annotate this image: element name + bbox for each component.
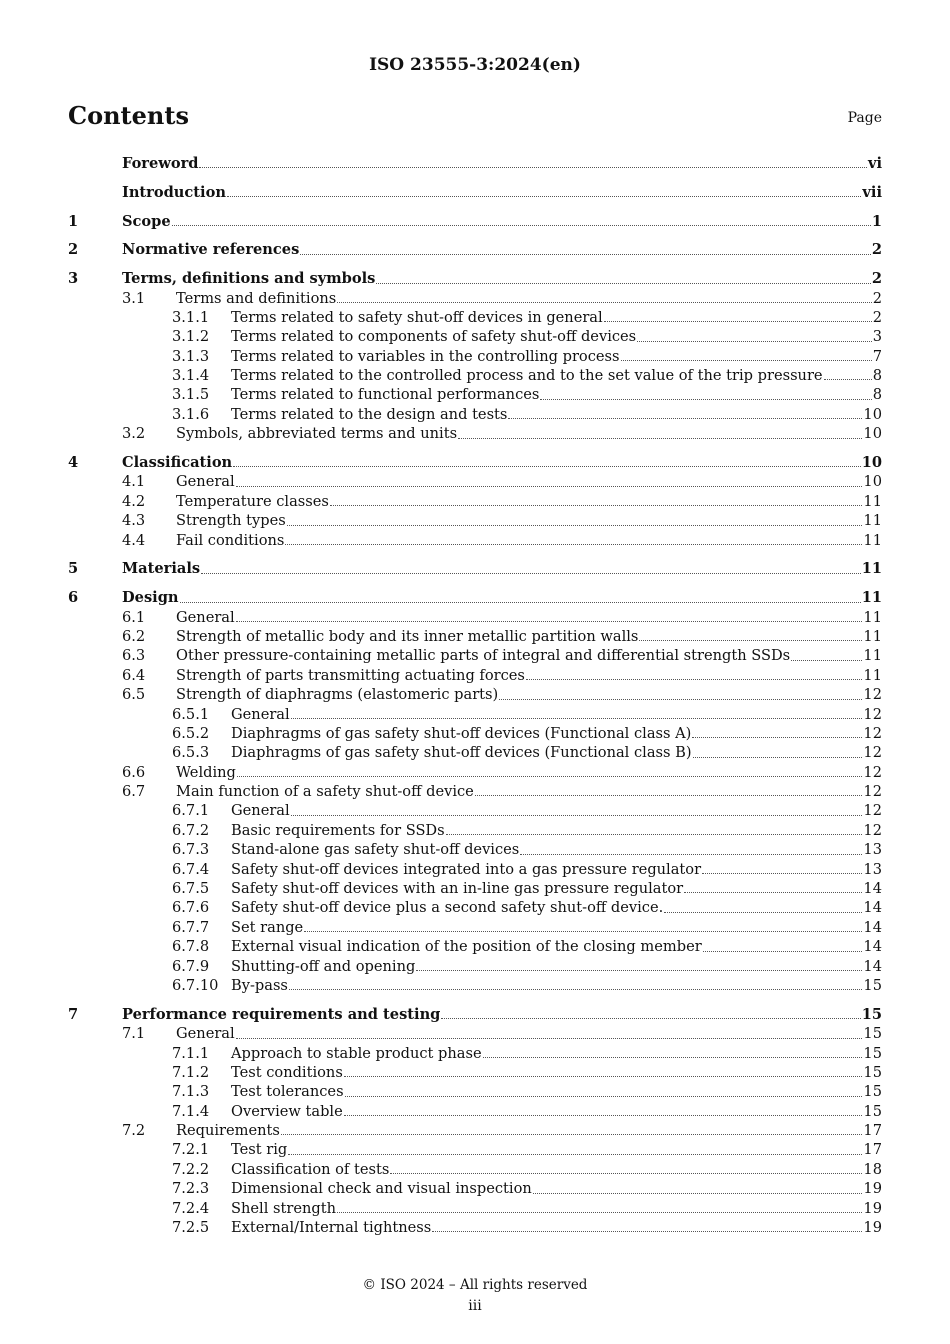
toc-entry-page: 10 [863, 405, 882, 423]
toc-entry-title: Terms, definitions and symbols [122, 270, 376, 288]
toc-entry[interactable] [68, 1121, 882, 1140]
toc-entry-title: Terms related to variables in the controlling process [231, 347, 620, 365]
toc-dot-leader [236, 615, 863, 622]
toc-entry-number: 7.1.2 [172, 1063, 210, 1081]
toc-entry-number: 3 [68, 270, 79, 288]
toc-entry[interactable] [68, 511, 882, 530]
toc-entry[interactable] [68, 1005, 882, 1024]
toc-entry[interactable] [68, 763, 882, 782]
toc-entry[interactable] [68, 588, 882, 607]
toc-entry-title: Classification of tests [231, 1160, 390, 1178]
toc-dot-leader [475, 789, 863, 796]
toc-dot-leader [533, 1187, 863, 1194]
toc-entry[interactable] [68, 366, 882, 385]
toc-entry-page: 17 [863, 1122, 882, 1140]
toc-entry-number: 4.1 [122, 473, 146, 491]
toc-entry[interactable] [68, 405, 882, 424]
toc-entry-page: 11 [863, 666, 882, 684]
toc-entry-number: 3.1 [122, 289, 146, 307]
toc-dot-leader [703, 945, 863, 952]
toc-dot-leader [693, 751, 863, 758]
page-column-label: Page [847, 110, 882, 126]
toc-entry[interactable] [68, 240, 882, 259]
toc-entry-title: Safety shut-off devices integrated into a gas pressure regulator [231, 860, 702, 878]
toc-dot-leader [684, 886, 862, 893]
toc-entry-page: 11 [863, 647, 882, 665]
toc-entry-number: 6.6 [122, 763, 146, 781]
toc-dot-leader [483, 1051, 863, 1058]
toc-entry-title: Safety shut-off device plus a second safety shut-off device. [231, 899, 664, 917]
toc-entry[interactable] [68, 1082, 882, 1101]
toc-entry[interactable] [68, 801, 882, 820]
toc-entry-number: 6.7.8 [172, 938, 210, 956]
toc-entry-page: 12 [863, 763, 882, 781]
toc-entry-page: 15 [863, 1044, 882, 1062]
toc-entry-page: 10 [863, 425, 882, 443]
toc-dot-leader [621, 354, 872, 361]
toc-entry[interactable] [68, 1179, 882, 1198]
toc-entry-page: 19 [863, 1180, 882, 1198]
toc-entry-page: 15 [863, 976, 882, 994]
toc-entry[interactable] [68, 327, 882, 346]
toc-dot-leader [520, 848, 862, 855]
toc-entry-number: 6.5.2 [172, 724, 210, 742]
toc-entry-number: 7.2.3 [172, 1180, 210, 1198]
toc-entry[interactable] [68, 685, 882, 704]
toc-dot-leader [288, 1148, 862, 1155]
toc-entry-title: Shell strength [231, 1199, 336, 1217]
toc-entry-page: 15 [863, 1063, 882, 1081]
toc-entry[interactable] [68, 154, 882, 173]
toc-entry-page: 19 [863, 1219, 882, 1237]
toc-entry-page: 14 [863, 880, 882, 898]
toc-entry[interactable] [68, 472, 882, 491]
toc-entry-number: 4 [68, 454, 79, 472]
toc-entry-number: 7.1.3 [172, 1083, 210, 1101]
toc-entry-title: Dimensional check and visual inspection [231, 1180, 532, 1198]
toc-entry-title: Fail conditions [176, 531, 285, 549]
toc-dot-leader [300, 248, 871, 255]
toc-entry-number: 3.1.4 [172, 367, 210, 385]
toc-entry-title: Terms related to the controlled process and to the set value of the trip pressure [231, 367, 823, 385]
toc-entry-title: General [176, 1025, 235, 1043]
toc-entry-page: 18 [863, 1160, 882, 1178]
toc-entry-number: 7.2.4 [172, 1199, 210, 1217]
toc-entry[interactable] [68, 308, 882, 327]
toc-dot-leader [199, 161, 867, 168]
toc-dot-leader [172, 219, 871, 226]
toc-dot-leader [287, 519, 863, 526]
toc-entry[interactable] [68, 424, 882, 443]
toc-entry[interactable] [68, 1102, 882, 1121]
toc-entry-number: 6.7.6 [172, 899, 210, 917]
toc-entry-page: 3 [872, 328, 882, 346]
toc-entry-number: 6.5.1 [172, 705, 210, 723]
toc-entry-page: 11 [863, 608, 882, 626]
toc-entry-title: By-pass [231, 976, 288, 994]
toc-entry-page: 12 [863, 724, 882, 742]
toc-entry-page: 14 [863, 957, 882, 975]
toc-entry[interactable] [68, 1044, 882, 1063]
toc-entry-page: 2 [871, 241, 882, 259]
toc-dot-leader [330, 499, 863, 506]
toc-entry[interactable] [68, 840, 882, 859]
toc-dot-leader [201, 567, 861, 574]
toc-entry-title: Set range [231, 918, 304, 936]
toc-dot-leader [637, 335, 872, 342]
toc-entry[interactable] [68, 531, 882, 550]
toc-dot-leader [291, 712, 863, 719]
toc-entry-title: Temperature classes [176, 492, 329, 510]
toc-dot-leader [344, 1070, 863, 1077]
toc-dot-leader [304, 925, 862, 932]
toc-entry-page: 19 [863, 1199, 882, 1217]
toc-entry-title: Strength of metallic body and its inner metallic partition walls [176, 627, 639, 645]
toc-entry[interactable] [68, 627, 882, 646]
toc-entry-title: General [231, 802, 290, 820]
toc-entry-page: 11 [861, 560, 882, 578]
page-number: iii [468, 1298, 482, 1314]
toc-entry-title: Terms and definitions [176, 289, 337, 307]
toc-entry[interactable] [68, 492, 882, 511]
toc-dot-leader [345, 1090, 863, 1097]
toc-entry-number: 7.2.5 [172, 1219, 210, 1237]
toc-dot-leader [180, 596, 861, 603]
toc-dot-leader [540, 393, 871, 400]
toc-entry-page: 11 [863, 492, 882, 510]
toc-dot-leader [526, 673, 863, 680]
toc-entry-title: External visual indication of the position of the closing member [231, 938, 702, 956]
toc-entry-title: Stand-alone gas safety shut-off devices [231, 841, 520, 859]
toc-entry[interactable] [68, 879, 882, 898]
toc-entry-page: 1 [871, 212, 882, 230]
toc-dot-leader [289, 983, 863, 990]
toc-entry[interactable] [68, 183, 882, 202]
toc-entry[interactable] [68, 212, 882, 231]
toc-entry-page: 15 [863, 1083, 882, 1101]
toc-entry-number: 4.3 [122, 512, 146, 530]
table-of-contents [68, 154, 882, 1237]
toc-entry[interactable] [68, 1063, 882, 1082]
toc-dot-leader [337, 1206, 862, 1213]
toc-entry-number: 2 [68, 241, 79, 259]
toc-entry-page: 10 [863, 473, 882, 491]
toc-entry-number: 6.1 [122, 608, 146, 626]
toc-entry-page: 15 [861, 1005, 882, 1023]
toc-entry[interactable] [68, 1160, 882, 1179]
toc-entry-title: Terms related to the design and tests [231, 405, 508, 423]
toc-dot-leader [285, 538, 862, 545]
toc-dot-leader [604, 315, 872, 322]
toc-entry-title: Diaphragms of gas safety shut-off devices (Functional class B) [231, 744, 692, 762]
toc-entry-page: 14 [863, 899, 882, 917]
toc-entry-title: Approach to stable product phase [231, 1044, 482, 1062]
toc-entry[interactable] [68, 646, 882, 665]
toc-entry[interactable] [68, 898, 882, 917]
toc-entry[interactable] [68, 666, 882, 685]
toc-entry-number: 6.7.9 [172, 957, 210, 975]
toc-entry[interactable] [68, 724, 882, 743]
toc-entry[interactable] [68, 453, 882, 472]
toc-entry-title: External/Internal tightness [231, 1219, 432, 1237]
toc-entry-title: General [176, 608, 235, 626]
toc-entry[interactable] [68, 1140, 882, 1159]
toc-entry-number: 6.7.2 [172, 821, 210, 839]
toc-entry-page: 2 [872, 289, 882, 307]
toc-entry-number: 6.7.5 [172, 880, 210, 898]
toc-dot-leader [639, 634, 862, 641]
toc-entry-title: Test tolerances [231, 1083, 344, 1101]
toc-dot-leader [499, 693, 862, 700]
toc-entry[interactable] [68, 937, 882, 956]
toc-dot-leader [702, 867, 862, 874]
toc-entry-page: vii [862, 183, 882, 201]
toc-entry-title: Strength types [176, 512, 286, 530]
toc-entry-number: 3.1.6 [172, 405, 210, 423]
toc-entry-page: 12 [863, 686, 882, 704]
toc-entry[interactable] [68, 957, 882, 976]
toc-dot-leader [344, 1109, 863, 1116]
contents-title: Contents [68, 101, 189, 130]
toc-entry[interactable] [68, 347, 882, 366]
toc-entry[interactable] [68, 976, 882, 995]
toc-entry-number: 3.2 [122, 425, 146, 443]
toc-entry-page: 8 [872, 367, 882, 385]
toc-entry-number: 6.4 [122, 666, 146, 684]
toc-entry-title: Basic requirements for SSDs [231, 821, 445, 839]
toc-entry[interactable] [68, 743, 882, 762]
toc-entry-number: 6.7.3 [172, 841, 210, 859]
toc-entry-page: 15 [863, 1025, 882, 1043]
toc-entry-number: 7.2.2 [172, 1160, 210, 1178]
toc-dot-leader [664, 906, 862, 913]
toc-entry-number: 7.1.4 [172, 1102, 210, 1120]
toc-entry-number: 4.2 [122, 492, 146, 510]
toc-dot-leader [432, 1225, 862, 1232]
toc-entry[interactable] [68, 385, 882, 404]
toc-entry[interactable] [68, 1199, 882, 1218]
toc-entry-title: Scope [122, 212, 171, 230]
toc-entry-title: Shutting-off and opening [231, 957, 416, 975]
toc-entry-page: 12 [863, 802, 882, 820]
toc-dot-leader [458, 432, 862, 439]
toc-entry-page: 11 [863, 627, 882, 645]
toc-entry-number: 6.7.7 [172, 918, 210, 936]
toc-entry-page: 12 [863, 744, 882, 762]
toc-entry-number: 7.1.1 [172, 1044, 210, 1062]
toc-entry-page: vi [867, 155, 882, 172]
toc-entry-title: Diaphragms of gas safety shut-off devices (Functional class A) [231, 724, 692, 742]
toc-entry-number: 3.1.1 [172, 308, 210, 326]
toc-dot-leader [824, 373, 872, 380]
toc-entry-number: 6.5 [122, 686, 146, 704]
toc-entry-number: 6.7.10 [172, 976, 219, 994]
toc-entry-page: 11 [863, 512, 882, 530]
toc-entry-page: 11 [863, 531, 882, 549]
toc-entry-title: Other pressure-containing metallic parts of integral and differential strength SSDs [176, 647, 791, 665]
toc-entry-page: 12 [863, 821, 882, 839]
toc-entry-page: 14 [863, 918, 882, 936]
toc-entry-page: 13 [863, 841, 882, 859]
toc-entry-title: Design [122, 589, 179, 607]
toc-entry-title: Requirements [176, 1122, 280, 1140]
toc-dot-leader [233, 460, 861, 467]
toc-entry-number: 6.7 [122, 783, 146, 801]
toc-entry-number: 7.2 [122, 1122, 146, 1140]
toc-entry-number: 6.5.3 [172, 744, 210, 762]
copyright-footer: © ISO 2024 – All rights reserved [362, 1277, 588, 1293]
toc-entry-number: 6.3 [122, 647, 146, 665]
toc-entry-number: 7.2.1 [172, 1141, 210, 1159]
toc-entry-title: Overview table [231, 1102, 343, 1120]
toc-entry-page: 8 [872, 386, 882, 404]
toc-entry-number: 7.1 [122, 1025, 146, 1043]
toc-entry-title: Normative references [122, 241, 300, 259]
toc-entry-page: 14 [863, 938, 882, 956]
toc-dot-leader [390, 1167, 862, 1174]
toc-entry-title: Introduction [122, 183, 226, 201]
toc-dot-leader [281, 1128, 863, 1135]
toc-dot-leader [692, 731, 862, 738]
toc-entry-page: 15 [863, 1102, 882, 1120]
toc-entry-page: 12 [863, 705, 882, 723]
toc-entry-title: Performance requirements and testing [122, 1005, 441, 1023]
toc-entry-title: Main function of a safety shut-off device [176, 783, 474, 801]
toc-dot-leader [376, 277, 870, 284]
toc-entry-title: Test conditions [231, 1063, 343, 1081]
toc-entry[interactable] [68, 289, 882, 308]
toc-entry[interactable] [68, 608, 882, 627]
toc-entry-title: Terms related to functional performances [231, 386, 540, 404]
toc-dot-leader [236, 480, 863, 487]
toc-dot-leader [791, 654, 862, 661]
toc-dot-leader [416, 964, 862, 971]
toc-entry[interactable] [68, 860, 882, 879]
toc-entry-title: Safety shut-off devices with an in-line gas pressure regulator [231, 880, 684, 898]
toc-entry-title: General [231, 705, 290, 723]
toc-entry[interactable] [68, 1024, 882, 1043]
toc-entry-number: 3.1.3 [172, 347, 210, 365]
toc-entry-number: 3.1.2 [172, 328, 210, 346]
toc-entry-page: 2 [872, 308, 882, 326]
toc-entry[interactable] [68, 918, 882, 937]
toc-dot-leader [508, 412, 862, 419]
toc-entry-title: Welding [176, 763, 236, 781]
toc-dot-leader [227, 190, 861, 197]
toc-entry-title: Symbols, abbreviated terms and units [176, 425, 458, 443]
toc-entry-number: 1 [68, 212, 79, 230]
toc-entry[interactable] [68, 821, 882, 840]
toc-entry-title: Strength of diaphragms (elastomeric parts) [176, 686, 499, 704]
toc-dot-leader [446, 828, 863, 835]
toc-entry-title: General [176, 473, 235, 491]
toc-entry-number: 6.7.1 [172, 802, 210, 820]
toc-entry-page: 2 [871, 270, 882, 288]
toc-entry-number: 3.1.5 [172, 386, 210, 404]
toc-entry[interactable] [68, 705, 882, 724]
toc-entry-page: 10 [861, 454, 882, 472]
toc-entry-title: Strength of parts transmitting actuating forces [176, 666, 525, 684]
toc-entry-number: 6.7.4 [172, 860, 210, 878]
toc-entry-number: 4.4 [122, 531, 146, 549]
toc-entry-number: 6.2 [122, 627, 146, 645]
toc-dot-leader [237, 770, 863, 777]
toc-entry-title: Materials [122, 560, 201, 578]
toc-entry-title: Terms related to safety shut-off devices in general [231, 308, 603, 326]
toc-entry-number: 7 [68, 1005, 79, 1023]
toc-entry-number: 6 [68, 589, 79, 607]
toc-entry[interactable] [68, 1218, 882, 1237]
toc-entry-page: 12 [863, 783, 882, 801]
toc-dot-leader [291, 809, 863, 816]
toc-entry-page: 13 [863, 860, 882, 878]
toc-entry-number: 5 [68, 560, 79, 578]
toc-dot-leader [441, 1012, 860, 1019]
toc-entry-title: Terms related to components of safety shut-off devices [231, 328, 637, 346]
toc-entry-title: Test rig [231, 1141, 288, 1159]
toc-entry[interactable] [68, 782, 882, 801]
toc-entry-title: Foreword [122, 155, 199, 172]
toc-entry-title: Classification [122, 454, 233, 472]
toc-dot-leader [236, 1032, 863, 1039]
toc-dot-leader [337, 296, 871, 303]
document-id-header: ISO 23555-3:2024(en) [369, 55, 581, 75]
toc-entry-page: 7 [872, 347, 882, 365]
toc-entry[interactable] [68, 269, 882, 288]
toc-entry[interactable] [68, 559, 882, 578]
toc-entry-page: 11 [861, 589, 882, 607]
toc-entry-page: 17 [863, 1141, 882, 1159]
